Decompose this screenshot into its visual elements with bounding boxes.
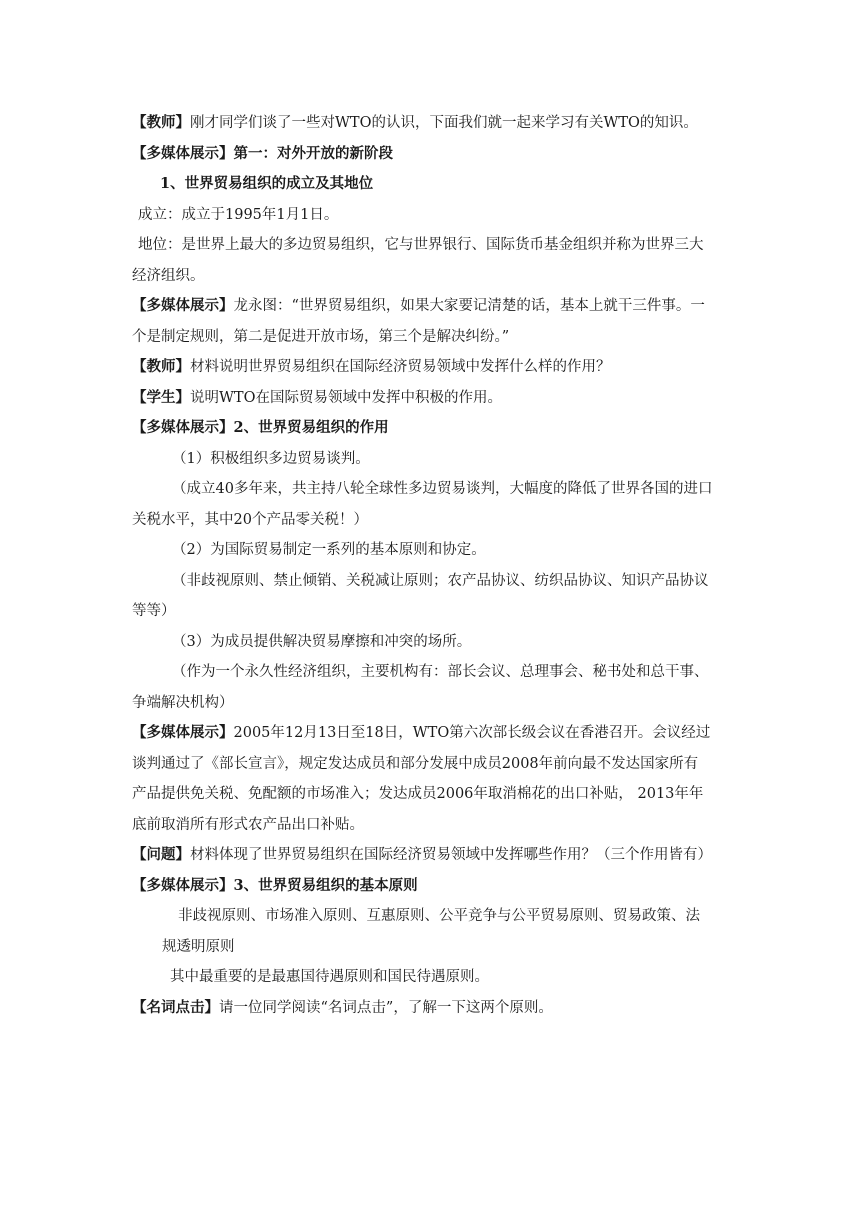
paragraph-media-4-cont-1: 谈判通过了《部长宣言》，规定发达成员和部分发展中成员2008年前向最不发达国家所有 <box>132 755 699 772</box>
speaker-tag: 【名词点击】 <box>132 998 219 1016</box>
paragraph-media-2-cont: 个是制定规则，第二是促进开放市场，第三个是解决纠纷。” <box>132 328 510 345</box>
list-item-1-note-cont: 关税水平，其中20个产品零关税！） <box>132 511 368 528</box>
paragraph-media-2: 【多媒体展示】龙永图：“世界贸易组织，如果大家要记清楚的话，基本上就干三件事。一 <box>132 297 705 314</box>
paragraph-media-1: 【多媒体展示】第一：对外开放的新阶段 <box>132 144 393 162</box>
speaker-tag: 【教师】 <box>132 358 190 375</box>
principles-key: 其中最重要的是最惠国待遇原则和国民待遇原则。 <box>170 969 489 985</box>
speaker-tag: 【学生】 <box>132 388 190 406</box>
list-item-3-note-cont: 争端解决机构） <box>132 694 234 711</box>
paragraph-media-3: 【多媒体展示】2、世界贸易组织的作用 <box>132 419 389 436</box>
list-item-2-note: （非歧视原则、禁止倾销、关税减让原则；农产品协议、纺织品协议、知识产品协议 <box>172 572 709 589</box>
principles-list: 非歧视原则、市场准入原则、互惠原则、公平竞争与公平贸易原则、贸易政策、法 <box>178 908 700 924</box>
paragraph-status-cont: 经济组织。 <box>132 267 205 284</box>
section-heading-1: 1、世界贸易组织的成立及其地位 <box>160 175 374 192</box>
speaker-tag: 【多媒体展示】 <box>132 144 234 162</box>
paragraph-media-4-cont-2: 产品提供免关税、免配额的市场准入；发达成员2006年取消棉花的出口补贴， 2013年年 <box>132 786 704 802</box>
list-item-1-note: （成立40多年来，共主持八轮全球性多边贸易谈判，大幅度的降低了世界各国的进口 <box>172 481 713 497</box>
speaker-tag: 【教师】 <box>132 114 190 131</box>
paragraph-teacher-question: 【教师】材料说明世界贸易组织在国际经济贸易领域中发挥什么样的作用？ <box>132 358 611 375</box>
list-item-1: （1）积极组织多边贸易谈判。 <box>172 450 370 467</box>
paragraph-media-4: 【多媒体展示】2005年12月13日至18日，WTO第六次部长级会议在香港召开。会议经过 <box>132 724 711 741</box>
list-item-3-note: （作为一个永久性经济组织，主要机构有：部长会议、总理事会、秘书处和总干事、 <box>172 664 709 680</box>
speaker-tag: 【多媒体展示】 <box>132 297 234 314</box>
speaker-tag: 【问题】 <box>132 846 190 863</box>
speaker-tag: 【多媒体展示】 <box>132 724 234 741</box>
list-item-2-note-cont: 等等） <box>132 603 176 619</box>
paragraph-status: 地位：是世界上最大的多边贸易组织，它与世界银行、国际货币基金组织并称为世界三大 <box>138 237 704 253</box>
document-body <box>132 108 732 1023</box>
paragraph-question: 【问题】材料体现了世界贸易组织在国际经济贸易领域中发挥哪些作用？（三个作用皆有） <box>132 846 712 863</box>
list-item-3: （3）为成员提供解决贸易摩擦和冲突的场所。 <box>172 633 472 650</box>
principles-list-cont: 规透明原则 <box>162 938 235 955</box>
paragraph-term-click: 【名词点击】请一位同学阅读“名词点击”，了解一下这两个原则。 <box>132 998 553 1016</box>
paragraph-founding: 成立：成立于1995年1月1日。 <box>138 206 339 223</box>
paragraph-media-5: 【多媒体展示】3、世界贸易组织的基本原则 <box>132 876 418 894</box>
paragraph-media-4-cont-3: 底前取消所有形式农产品出口补贴。 <box>132 816 364 833</box>
speaker-tag: 【多媒体展示】 <box>132 876 234 894</box>
speaker-tag: 【多媒体展示】 <box>132 419 234 436</box>
list-item-2: （2）为国际贸易制定一系列的基本原则和协定。 <box>172 542 486 558</box>
paragraph-student: 【学生】说明WTO在国际贸易领域中发挥中积极的作用。 <box>132 388 502 406</box>
paragraph-teacher-intro: 【教师】刚才同学们谈了一些对WTO的认识，下面我们就一起来学习有关WTO的知识。 <box>132 114 698 131</box>
